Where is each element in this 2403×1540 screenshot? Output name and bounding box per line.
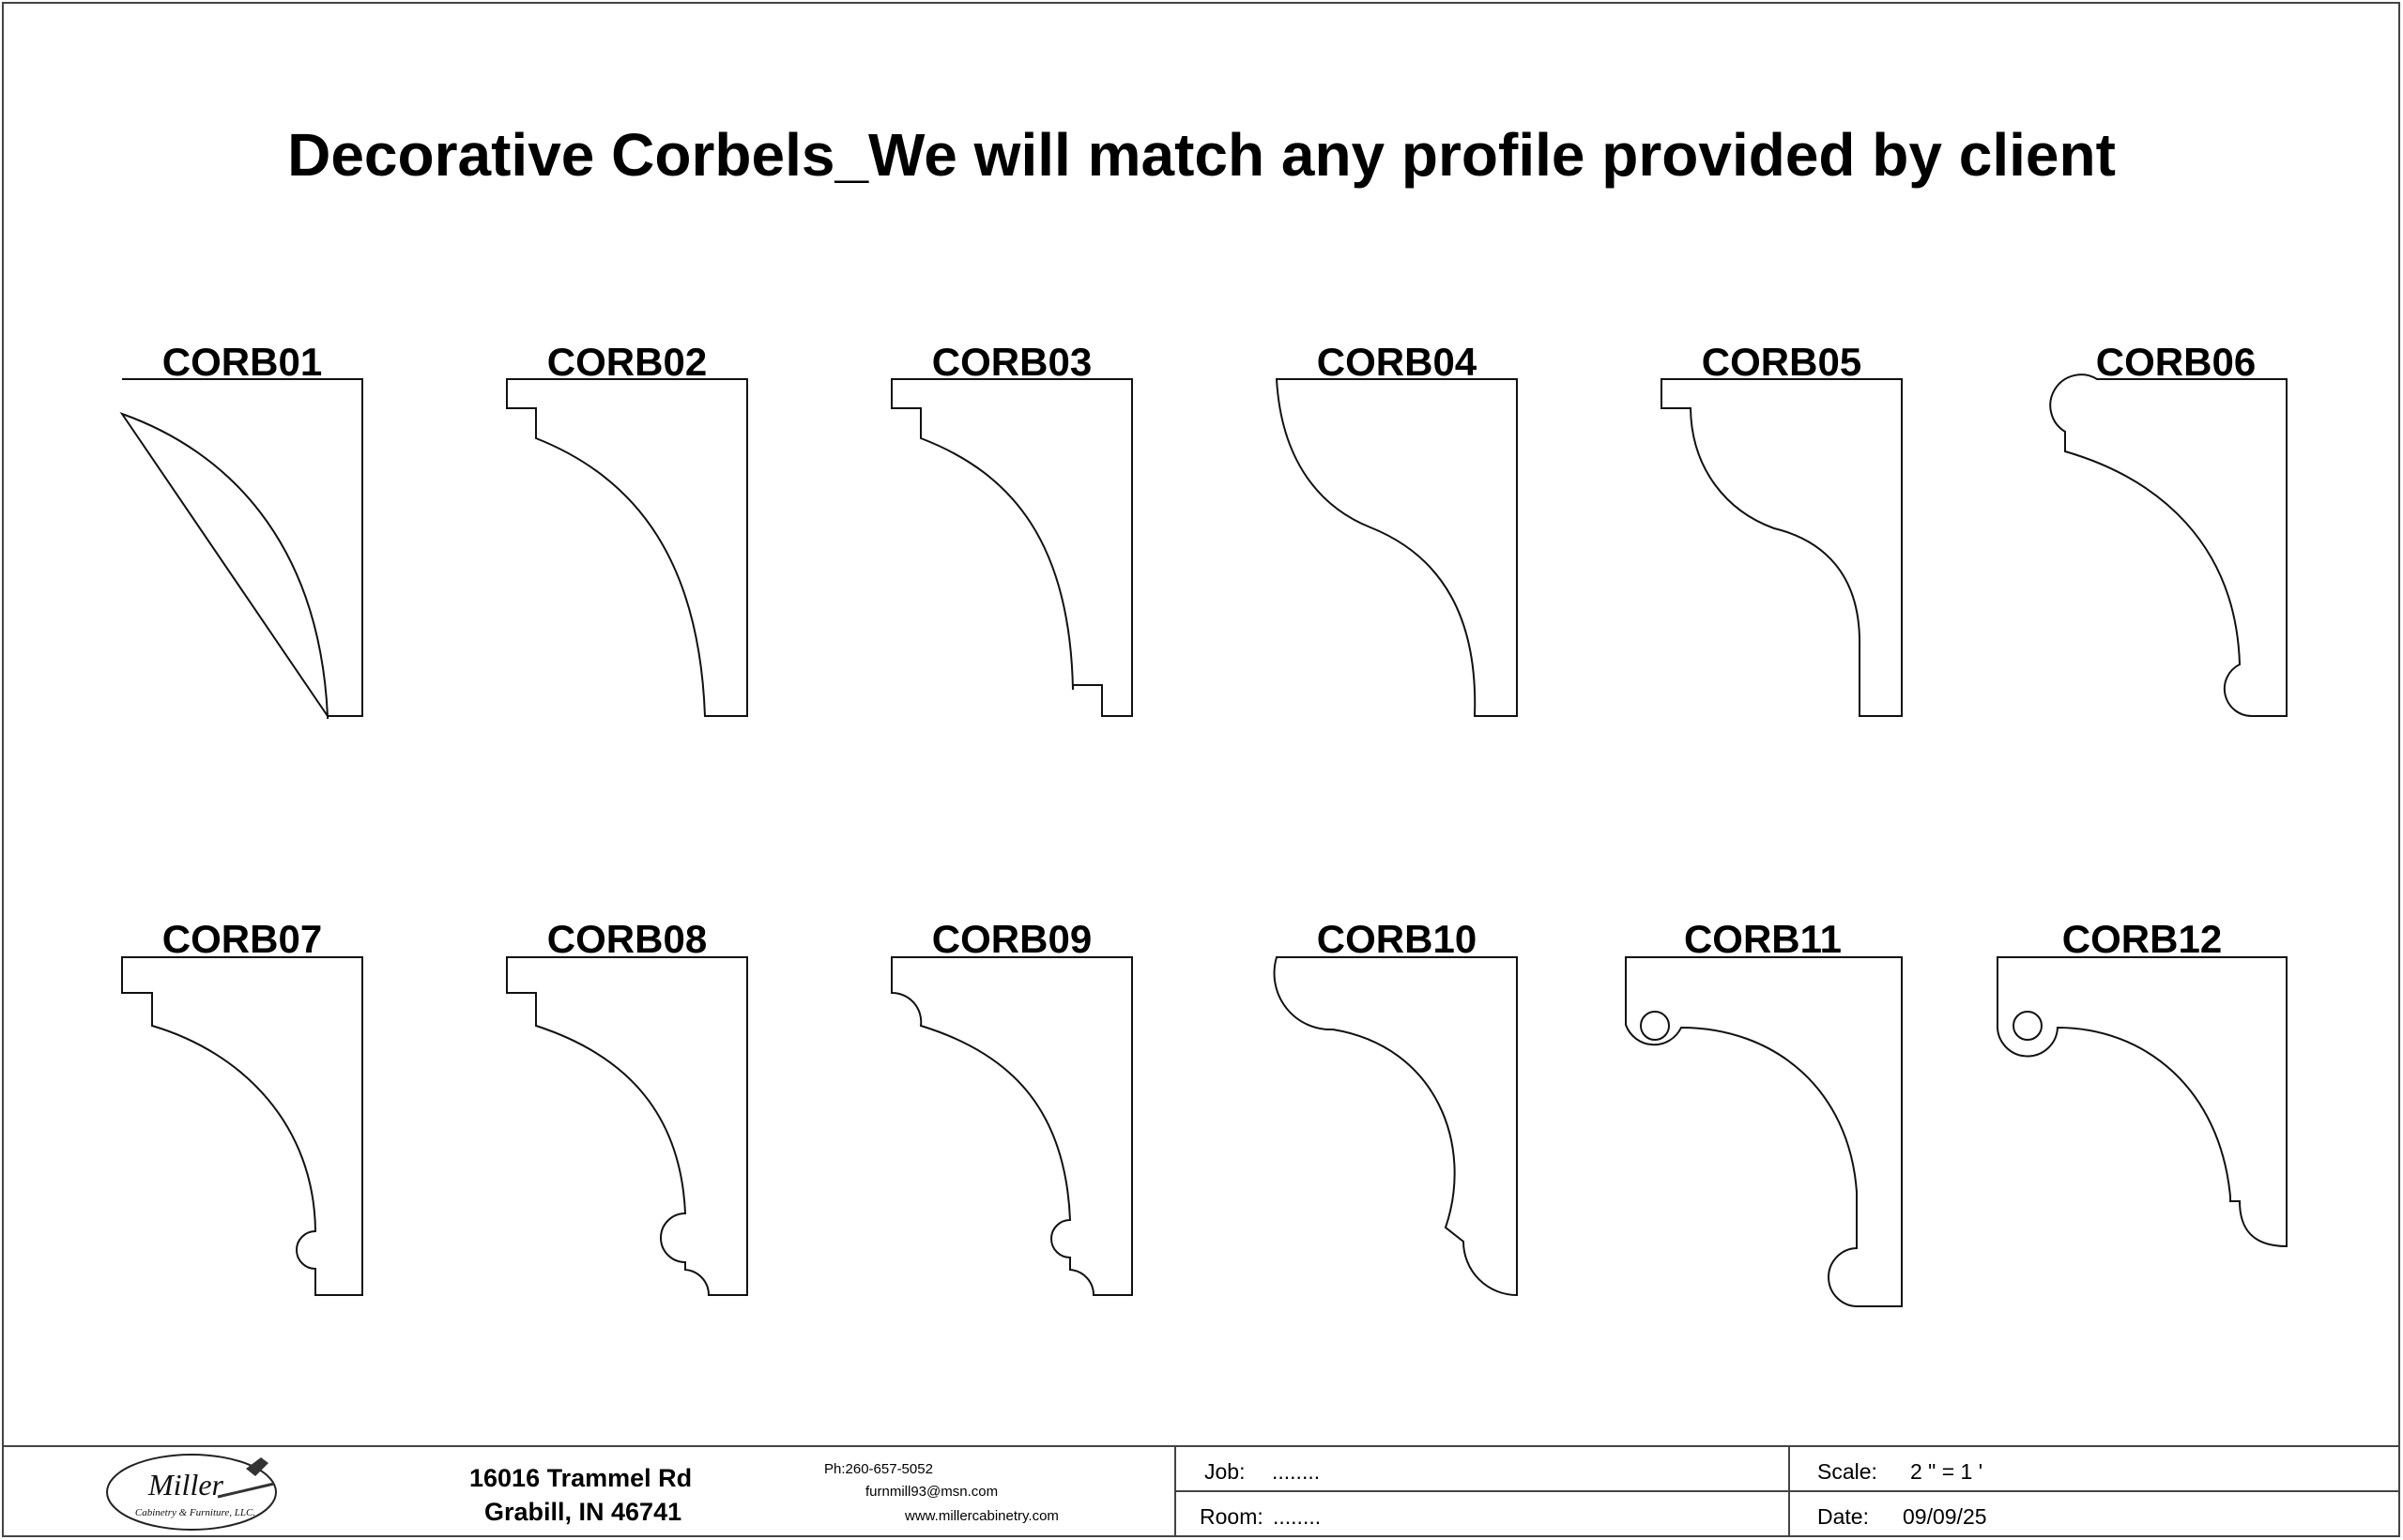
job-value: ........ — [1272, 1459, 1321, 1484]
corbel-label-corb10: CORB10 — [1316, 917, 1477, 961]
sheet-title: Decorative Corbels_We will match any profile provided by client — [287, 121, 2116, 189]
corbel-label-corb01: CORB01 — [161, 340, 323, 384]
title-block-top-rule — [2, 1445, 2400, 1447]
title-block-mid-rule — [1174, 1490, 2400, 1492]
room-label: Room: — [1200, 1504, 1263, 1529]
corbel-profile-corb07 — [122, 957, 362, 1295]
corbel-label-corb08: CORB08 — [546, 917, 708, 961]
date-value: 09/09/25 — [1903, 1504, 1987, 1529]
address-line-2: Grabill, IN 46741 — [484, 1498, 682, 1526]
email-address[interactable]: furnmill93@msn.com — [865, 1484, 999, 1500]
corbel-profile-corb04 — [1277, 379, 1517, 716]
corbel-profile-corb01 — [122, 379, 362, 719]
corbel-profile-corb10 — [1275, 957, 1517, 1295]
corbel-profile-corb05 — [1661, 379, 1902, 716]
scale-label: Scale: — [1817, 1459, 1877, 1484]
corbel-label-corb09: CORB09 — [931, 917, 1093, 961]
corbel-profile-corb02 — [507, 379, 747, 716]
room-value: ........ — [1273, 1504, 1322, 1529]
corbel-profile-corb03 — [892, 379, 1132, 716]
svg-text:Miller: Miller — [148, 1468, 223, 1502]
svg-text:Cabinetry & Furniture, LLC.: Cabinetry & Furniture, LLC. — [134, 1507, 256, 1518]
corbel-label-corb07: CORB07 — [161, 917, 323, 961]
corbel-label-corb03: CORB03 — [931, 340, 1093, 384]
bolt-hole-corb12 — [2013, 1012, 2042, 1040]
corbel-label-corb12: CORB12 — [2061, 917, 2223, 961]
corbel-label-corb11: CORB11 — [1683, 917, 1843, 961]
corbel-profile-corb08 — [507, 957, 747, 1295]
company-logo — [105, 1448, 282, 1534]
website-link[interactable]: www.millercabinetry.com — [905, 1508, 1059, 1524]
address-line-1: 16016 Trammel Rd — [469, 1464, 693, 1492]
corbel-profile-corb06 — [2050, 374, 2287, 716]
job-label: Job: — [1204, 1459, 1246, 1484]
bolt-hole-corb11 — [1641, 1012, 1669, 1040]
date-label: Date: — [1817, 1504, 1869, 1529]
corbel-label-corb06: CORB06 — [2095, 340, 2257, 384]
corbel-profile-corb09 — [892, 957, 1132, 1295]
corbel-profile-corb12 — [1997, 957, 2287, 1246]
phone-number: Ph:260-657-5052 — [824, 1461, 933, 1477]
corbel-label-corb05: CORB05 — [1701, 340, 1862, 384]
corbel-label-corb02: CORB02 — [546, 340, 708, 384]
corbel-label-corb04: CORB04 — [1316, 340, 1477, 384]
scale-value: 2 " = 1 ' — [1910, 1459, 1983, 1484]
corbel-profile-corb11 — [1626, 957, 1902, 1306]
